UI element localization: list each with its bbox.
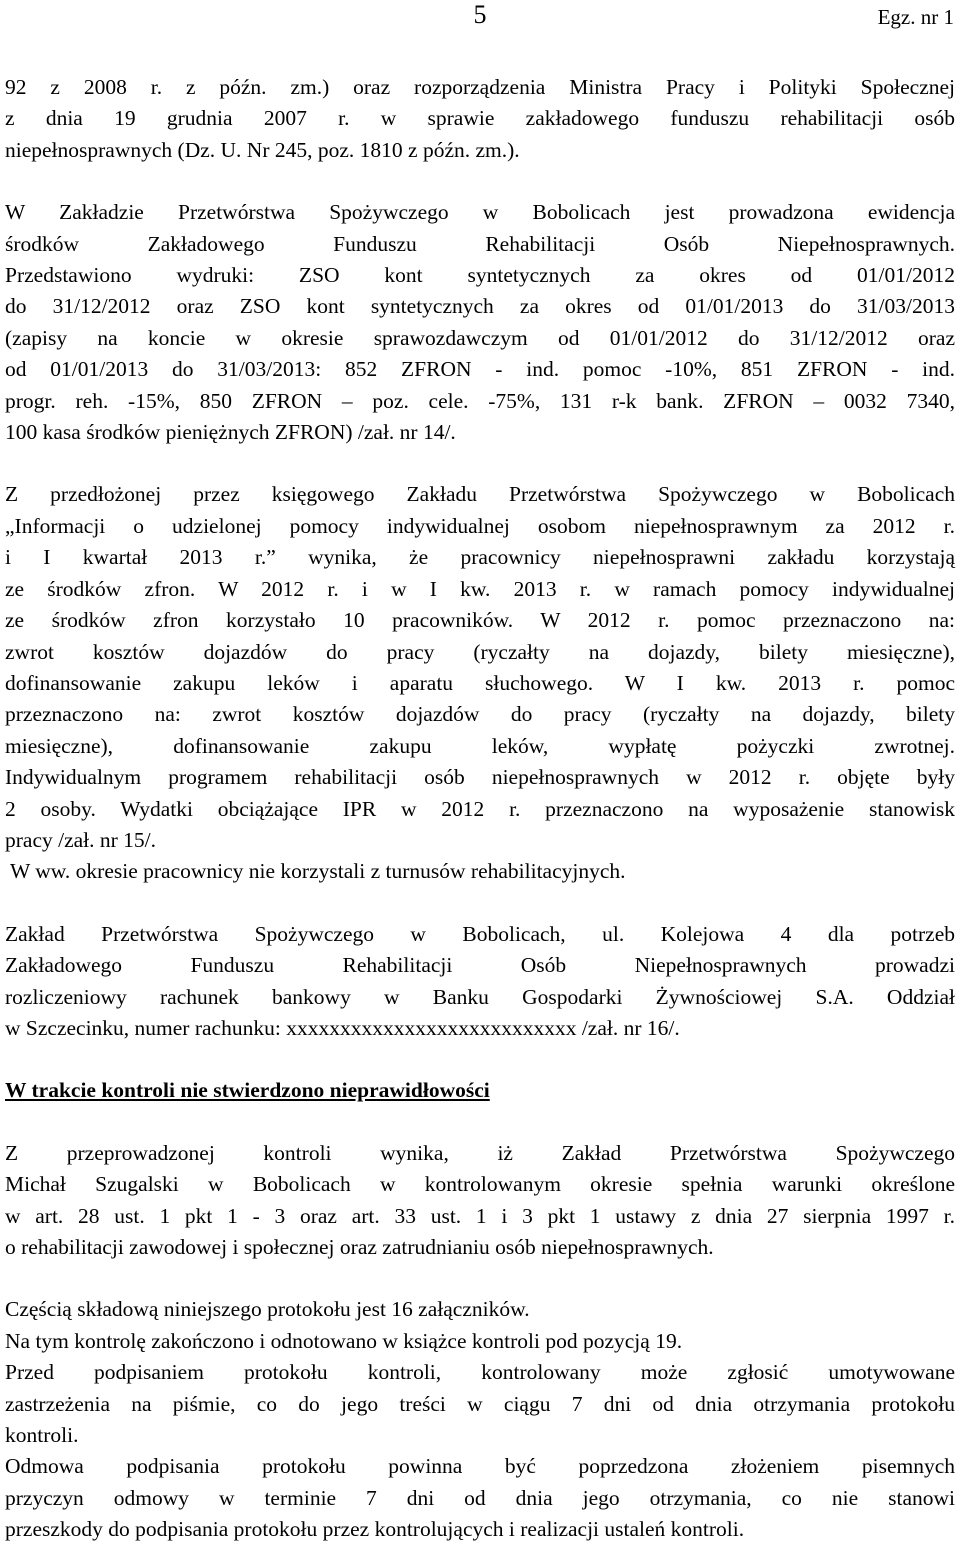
text-line: w art. 28 ust. 1 pkt 1 - 3 oraz art. 33 ust. 1 i 3 pkt 1 ustawy z dnia 27 sierpnia 1997 r. [5,1203,955,1228]
text-line: progr. reh. -15%, 850 ZFRON – poz. cele. -75%, 131 r-k bank. ZFRON – 0032 7340, [5,388,955,413]
text-line: i I kwartał 2013 r.” wynika, że pracownicy niepełnosprawni zakładu korzystają [5,545,955,570]
page-number: 5 [473,0,487,29]
text-line: Z przedłożonej przez księgowego Zakładu Przetwórstwa Spożywczego w Bobolicach [5,482,955,507]
text-line: Indywidualnym programem rehabilitacji osób niepełnosprawnych w 2012 r. objęte były [5,765,955,790]
text-line: Zakładowego Funduszu Rehabilitacji Osób Niepełnosprawnych prowadzi [5,953,955,978]
text-line: kontroli. [5,1423,79,1448]
paragraph-records [5,197,955,448]
text-line: o rehabilitacji zawodowej i społecznej oraz zatrudnianiu osób niepełnosprawnych. [5,1235,714,1259]
text-line: przeznaczono na: zwrot kosztów dojazdów do pracy (ryczałty na dojazdy, bilety [5,702,955,727]
document-body [5,72,955,1546]
section-heading [5,1075,955,1106]
text-line: W Zakładzie Przetwórstwa Spożywczego w Bobolicach jest prowadzona ewidencja [5,200,955,225]
text-line: środków Zakładowego Funduszu Rehabilitacji Osób Niepełnosprawnych. [5,231,955,256]
text-line: rozliczeniowy rachunek bankowy w Banku Gospodarki Żywnościowej S.A. Oddział [5,984,955,1009]
text-line: Z przeprowadzonej kontroli wynika, iż Zakład Przetwórstwa Spożywczego [5,1140,955,1165]
text-line: Przedstawiono wydruki: ZSO kont syntetycznych za okres od 01/01/2012 [5,263,955,288]
text-line: dofinansowanie zakupu leków i aparatu słuchowego. W I kw. 2013 r. pomoc [5,670,955,695]
text-line: pracy /zał. nr 15/. [5,827,157,852]
text-line: przyczyn odmowy w terminie 7 dni od dnia jego otrzymania, co nie stanowi [5,1485,955,1510]
text-line: 92 z 2008 r. z późn. zm.) oraz rozporządzenia Ministra Pracy i Polityki Społecznej [5,75,955,99]
text-line: (zapisy na koncie w okresie sprawozdawczym od 01/01/2012 do 31/12/2012 oraz [5,325,955,350]
text-line: do 31/12/2012 oraz ZSO kont syntetycznych za okres od 01/01/2013 do 31/03/2013 [5,294,955,319]
text-line: W ww. okresie pracownicy nie korzystali z turnusów rehabilitacyjnych. [5,859,626,884]
text-line: 100 kasa środków pieniężnych ZFRON) /zał. nr 14/. [5,420,456,445]
paragraph-bank-account [5,919,955,1045]
text-line: od 01/01/2013 do 31/03/2013: 852 ZFRON - ind. pomoc -10%, 851 ZFRON - ind. [5,357,955,382]
text-line: Odmowa podpisania protokołu powinna być poprzedzona złożeniem pisemnych [5,1454,955,1479]
text-line: z dnia 19 grudnia 2007 r. w sprawie zakładowego funduszu rehabilitacji osób [5,106,955,131]
text-line: miesięczne), dofinansowanie zakupu leków, wypłatę pożyczki zwrotnej. [5,733,955,758]
text-line: ze środków zfron. W 2012 r. i w I kw. 2013 r. w ramach pomocy indywidualnej [5,576,955,601]
paragraph-legal-basis [5,72,955,166]
text-line: „Informacji o udzielonej pomocy indywidualnej osobom niepełnosprawnym za 2012 r. [5,513,955,538]
text-line: zastrzeżenia na piśmie, co do jego treści w ciągu 7 dni od dnia otrzymania protokołu [5,1391,955,1416]
paragraph-closing [5,1294,955,1545]
text-line: 2 osoby. Wydatki obciążające IPR w 2012 r. przeznaczono na wyposażenie stanowisk [5,796,955,821]
paragraph-conclusion [5,1138,955,1264]
text-line: zwrot kosztów dojazdów do pracy (ryczałty na dojazdy, bilety miesięczne), [5,639,955,664]
text-line: Częścią składową niniejszego protokołu jest 16 załączników. [5,1297,530,1322]
heading-no-irregularities: W trakcie kontroli nie stwierdzono nieprawidłowości [5,1078,490,1103]
text-line: ze środków zfron korzystało 10 pracowników. W 2012 r. pomoc przeznaczono na: [5,608,955,633]
paragraph-individual-aid [5,479,955,887]
text-line: Michał Szugalski w Bobolicach w kontrolowanym okresie spełnia warunki określone [5,1172,955,1197]
text-line: Na tym kontrolę zakończono i odnotowano w książce kontroli pod pozycją 19. [5,1328,683,1353]
copy-label: Egz. nr 1 [877,5,954,29]
text-line: w Szczecinku, numer rachunku: xxxxxxxxxxxxxxxxxxxxxxxxxxx /zał. nr 16/. [5,1015,680,1040]
text-line: przeszkody do podpisania protokołu przez kontrolujących i realizacji ustaleń kontroli. [5,1517,745,1542]
text-line: niepełnosprawnych (Dz. U. Nr 245, poz. 1810 z późn. zm.). [5,137,520,162]
text-line: Przed podpisaniem protokołu kontroli, kontrolowany może zgłosić umotywowane [5,1360,955,1385]
text-line: Zakład Przetwórstwa Spożywczego w Bobolicach, ul. Kolejowa 4 dla potrzeb [5,921,955,946]
